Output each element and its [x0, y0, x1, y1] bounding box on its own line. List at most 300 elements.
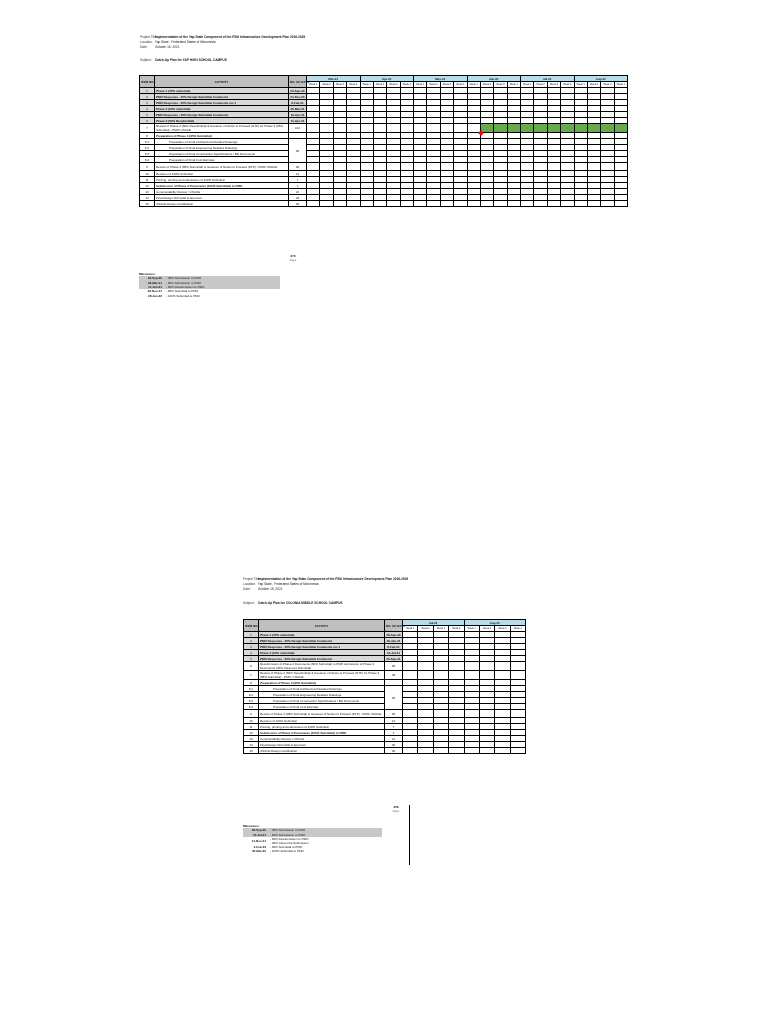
week-cell: [464, 748, 479, 754]
activity-cell: Preparation of Final Architectural Detailed Drawings: [155, 139, 289, 145]
days-cell: 28-Sep-20: [386, 632, 401, 637]
item-no-cell: 2: [244, 638, 259, 644]
days-cell: 30: [385, 662, 403, 671]
days-cell: 30: [289, 163, 307, 171]
week-cell: [418, 671, 433, 680]
milestone-text: - 95% Submittal to PMO: [270, 844, 303, 849]
item-no-cell: 13: [244, 736, 259, 742]
table-row: [140, 163, 628, 171]
week-cell: [467, 201, 480, 207]
week-cell: [507, 163, 520, 171]
table-row: [244, 671, 526, 680]
week-cell: [480, 163, 493, 171]
item-no-cell: 8.4: [244, 704, 259, 710]
days-cell: 30: [385, 710, 403, 718]
week-header: Week 2: [587, 82, 600, 88]
activity-cell: Submission of Phase 3 Documents (100% Submittal) to PMO: [259, 730, 385, 736]
week-header: Week 1: [574, 82, 587, 88]
table-row: [244, 748, 526, 754]
week-cell: [495, 748, 510, 754]
week-cell: [614, 201, 627, 207]
activity-cell: Phase 1 (35% submittal): [259, 632, 385, 638]
activity-cell: Phase 1 (35% submittal): [155, 88, 289, 94]
week-cell: [400, 201, 413, 207]
activity-cell: Preparation of Final Construction Specifications / Bid Documents: [155, 151, 289, 157]
week-header: Week 2: [479, 626, 494, 632]
item-no-cell: 1: [244, 632, 259, 638]
item-no-cell: 8: [244, 680, 259, 686]
week-cell: [433, 710, 448, 718]
item-no-cell: 8.3: [244, 698, 259, 704]
col-activity-header: ACTIVITY: [155, 76, 289, 88]
week-cell: [403, 710, 418, 718]
week-cell: [561, 124, 574, 133]
week-cell: [360, 163, 373, 171]
item-no-cell: 11: [244, 724, 259, 730]
days-cell: 30: [289, 201, 307, 207]
activity-cell: Preparation of Phase 3 (95% Submittal): [155, 133, 289, 139]
activity-cell: Constructability Review / USACE: [259, 736, 385, 742]
item-no-cell: 15: [244, 748, 259, 754]
week-cell: [494, 201, 507, 207]
activity-cell: Review of Phase 2 (60% Resubmittal) & Issuance of Notice to Proceed (NTP) for Phase 3 (95% Submittal) - PMO / USACE: [259, 671, 385, 680]
milestones-title: Milestones:: [243, 824, 260, 828]
days-cell: 30: [289, 139, 307, 163]
days-cell: 1: [385, 730, 403, 736]
month-header: Jul-21: [403, 620, 465, 626]
week-cell: [464, 710, 479, 718]
activity-cell: PMO Response - 35% Design Submittal Comments rev 1: [259, 644, 385, 650]
week-cell: [510, 710, 525, 718]
activity-cell: PMO Response - 60% Design Submittal Comments: [155, 112, 289, 118]
month-header: May-21: [414, 76, 468, 82]
week-header: Week 3: [333, 82, 346, 88]
week-cell: [387, 163, 400, 171]
week-cell: [495, 671, 510, 680]
week-cell: [387, 124, 400, 133]
week-cell: [454, 163, 467, 171]
week-cell: [360, 124, 373, 133]
week-cell: [510, 671, 525, 680]
week-cell: [449, 710, 464, 718]
milestone-text: - 60% Resubmission to PMO: [166, 284, 205, 289]
week-cell: [320, 163, 333, 171]
activity-cell: Resubmission of Phase 2 Documents (60% Submittal) to PMO submission of Phase 3 Documents (30% Clean-out Submittal): [259, 662, 385, 671]
week-header: Week 3: [601, 82, 614, 88]
item-no-cell: 6: [244, 662, 259, 671]
week-cell: [427, 124, 440, 133]
milestone-text: - 60% Submission to PMO: [270, 832, 306, 837]
activity-cell: Preparation of Final Construction Specifications / Bid Documents: [259, 698, 385, 704]
week-cell: [307, 124, 320, 133]
activity-cell: Phase 2 (60% submittal): [155, 106, 289, 112]
activity-cell: Final Design Submittal & Approval: [155, 195, 289, 201]
table-row: [244, 710, 526, 718]
days-cell: 21: [289, 189, 307, 195]
activity-cell: Phase 2 (60% Resubmittal): [155, 118, 289, 124]
week-cell: [547, 201, 560, 207]
week-cell: [601, 163, 614, 171]
milestone-text: - 100% Submittal to PMO: [166, 293, 200, 298]
week-header: Week 4: [614, 82, 627, 88]
week-cell: [494, 163, 507, 171]
milestone-date: 11-Jun-21: [148, 284, 162, 289]
milestone-text: - 35% Submission to PMO: [270, 828, 306, 833]
milestone-date: 30-Mar-22: [251, 849, 266, 854]
project-title-line: Project Title: Implementation of the Yap State Component of the FSM Infrastructure Development Plan 2016-2025: [140, 35, 306, 39]
activity-cell: Review of Phase 3 (95% Submittal) & Issuance of Notice to Proceed (NTP) - PMO/ USACE: [155, 163, 289, 171]
week-cell: [449, 748, 464, 754]
milestone-date: 14-Nov-21: [251, 838, 266, 843]
week-cell: [403, 748, 418, 754]
days-cell: 30: [385, 742, 403, 748]
week-cell: [534, 163, 547, 171]
col-item-no-header: ITEM NO.: [140, 76, 155, 88]
item-no-cell: 4: [140, 106, 155, 112]
week-cell: [347, 201, 360, 207]
week-cell: [427, 201, 440, 207]
days-cell: 8-Feb-21: [289, 100, 307, 106]
activity-cell: Preparation of Final Engineering Detailed Drawings: [259, 692, 385, 698]
milestone-text: - 95% Submittal to PMO: [166, 289, 199, 294]
milestone-text: - 100% Submittal to PMO: [270, 849, 304, 854]
table-row: [140, 201, 628, 207]
days-cell: 11-Jun-21: [289, 118, 307, 124]
week-cell: [418, 748, 433, 754]
milestone-date: 26-Mar-21: [147, 280, 162, 285]
week-cell: [449, 662, 464, 671]
week-cell: [307, 201, 320, 207]
milestone-item: [243, 849, 382, 853]
activity-cell: USACE Design Certification: [259, 748, 385, 754]
week-cell: [320, 124, 333, 133]
days-cell: 12-Apr-21: [289, 112, 307, 118]
activity-cell: PMO Response - 35% Design Submittal Comments rev 1: [155, 100, 289, 106]
activity-cell: Preparation of Final Cost Estimate: [155, 157, 289, 163]
days-cell: 21: [385, 736, 403, 742]
item-no-cell: 8.4: [140, 157, 155, 163]
item-no-cell: 8.2: [140, 145, 155, 151]
days-cell: 30: [385, 748, 403, 754]
week-cell: [449, 671, 464, 680]
milestone-text: - 35% Submission to PMO: [166, 276, 202, 281]
week-cell: [307, 163, 320, 171]
item-no-cell: 2: [140, 94, 155, 100]
item-no-cell: 3: [244, 644, 259, 650]
week-cell: [360, 201, 373, 207]
week-cell: [440, 163, 453, 171]
week-cell: [507, 201, 520, 207]
item-no-cell: 8: [140, 133, 155, 139]
date-line: Date: October 15, 2021: [140, 45, 180, 49]
item-no-cell: 7: [140, 124, 155, 133]
activity-cell: Constructability Review / USACE: [155, 189, 289, 195]
item-no-cell: 7: [244, 671, 259, 680]
days-cell: 30: [385, 686, 403, 710]
week-cell: [414, 163, 427, 171]
item-no-cell: 15: [140, 201, 155, 207]
activity-cell: Revision of 100% Submittal: [155, 171, 289, 177]
month-header: Jun-21: [467, 76, 521, 82]
item-no-cell: 4: [244, 650, 259, 656]
milestone-date: 28-Sep-20: [251, 828, 266, 833]
schedule-table: [139, 75, 628, 207]
milestone-date: 29-Nov-21: [147, 289, 162, 294]
milestone-date: 4-Feb-22: [253, 844, 266, 849]
week-header: Week 1: [403, 626, 418, 632]
activity-cell: Printing, printing and submission of 100% Submittal: [155, 177, 289, 183]
week-header: Week 4: [400, 82, 413, 88]
week-cell: [427, 163, 440, 171]
week-cell: [414, 201, 427, 207]
week-cell: [347, 163, 360, 171]
col-activity-header: ACTIVITY: [259, 620, 385, 632]
milestone-text: - 60% Submission to PMO: [166, 280, 202, 285]
item-no-cell: 11: [140, 177, 155, 183]
week-cell: [614, 124, 627, 133]
week-cell: [547, 124, 560, 133]
days-cell: 23-Sep-20: [290, 88, 305, 93]
week-cell: [547, 163, 560, 171]
week-cell: [534, 201, 547, 207]
week-cell: [507, 124, 520, 133]
week-cell: [510, 748, 525, 754]
month-header: Apr-21: [360, 76, 414, 82]
week-header: Week 3: [440, 82, 453, 88]
week-cell: [440, 124, 453, 133]
days-cell: 14: [289, 171, 307, 177]
milestone-date: 15-Jul-21: [252, 832, 266, 837]
activity-cell: PMO Response - 60% Design Submittal Comments: [259, 656, 385, 662]
milestone-date: 28-Jan-22: [148, 293, 162, 298]
milestone-item: [243, 837, 382, 845]
week-cell: [614, 163, 627, 171]
activity-cell: Printing, printing and submission of 100% Submittal: [259, 724, 385, 730]
days-cell: 29-Jan-21: [385, 638, 403, 644]
total-days: 270 Days: [289, 254, 297, 262]
week-header: Week 2: [534, 82, 547, 88]
week-cell: [521, 124, 534, 133]
location-line: Location: Yap State , Federated States of Micronesia: [140, 40, 216, 44]
week-cell: [587, 163, 600, 171]
week-cell: [387, 201, 400, 207]
week-header: Week 4: [347, 82, 360, 88]
week-cell: [521, 201, 534, 207]
activity-cell: Submission of Phase 3 Documents (100% Submittal) to PMO: [155, 183, 289, 189]
week-cell: [495, 710, 510, 718]
subject-line: Subject: Catch-Up Plan for COLONIA MIDDLE SCHOOL CAMPUS: [243, 601, 343, 605]
week-cell: [418, 662, 433, 671]
milestones-title: Milestones:: [139, 272, 156, 276]
week-header: Week 2: [427, 82, 440, 88]
week-cell: [574, 124, 587, 133]
week-cell: [561, 163, 574, 171]
item-no-cell: 5: [244, 656, 259, 662]
week-header: Week 2: [320, 82, 333, 88]
subject-line: Subject: Catch-Up Plan for YAP HIGH SCHOOL CAMPUS: [140, 58, 227, 62]
week-cell: [587, 201, 600, 207]
week-cell: [561, 201, 574, 207]
item-no-cell: 14: [140, 195, 155, 201]
col-days-header: NO. OF DAYS: [385, 620, 403, 632]
milestone-text: - 60% Resubmission to PMO - 30% Clean-Out Submission: [270, 836, 309, 845]
week-header: Week 3: [547, 82, 560, 88]
week-cell: [400, 124, 413, 133]
item-no-cell: 14: [244, 742, 259, 748]
week-cell: [433, 662, 448, 671]
week-cell: [320, 201, 333, 207]
week-header: Week 4: [561, 82, 574, 88]
days-cell: 8-Feb-21: [385, 644, 403, 650]
week-cell: [467, 163, 480, 171]
col-item-no-header: ITEM NO.: [244, 620, 259, 632]
week-cell: [574, 163, 587, 171]
days-cell: 14: [385, 718, 403, 724]
week-header: Week 3: [433, 626, 448, 632]
week-cell: [333, 124, 346, 133]
days-cell: 1: [289, 183, 307, 189]
days-cell: 21-Dec-20: [290, 94, 305, 99]
total-days: 258 Days: [392, 805, 400, 813]
milestone-date: 23-Sep-20: [147, 276, 162, 281]
column-divider: [409, 805, 410, 865]
week-cell: [454, 201, 467, 207]
week-cell: [433, 671, 448, 680]
week-header: Week 1: [414, 82, 427, 88]
table-row: [140, 124, 628, 133]
week-cell: [480, 201, 493, 207]
activity-cell: Preparation of Final Architectural Detailed Drawings: [259, 686, 385, 692]
month-header: Mar-21: [307, 76, 361, 82]
month-header: Aug-21: [464, 620, 526, 626]
week-header: Week 4: [510, 626, 525, 632]
month-header: Jul-21: [521, 76, 575, 82]
days-cell: 7: [289, 177, 307, 183]
week-cell: [333, 163, 346, 171]
week-cell: [400, 163, 413, 171]
week-cell: [479, 710, 494, 718]
week-cell: [333, 201, 346, 207]
days-cell: 45: [385, 671, 403, 680]
week-header: Week 2: [418, 626, 433, 632]
activity-cell: Preparation of Phase 3 (95% Submittal): [259, 680, 385, 686]
activity-cell: Preparation of Final Cost Estimate: [259, 704, 385, 710]
week-cell: [601, 201, 614, 207]
activity-cell: PMO Response - 35% Design Submittal Comments: [259, 638, 385, 644]
week-cell: [347, 124, 360, 133]
week-cell: [534, 124, 547, 133]
col-days-header: NO. OF DAYS: [289, 76, 307, 88]
days-cell: 30: [289, 195, 307, 201]
item-no-cell: 10: [140, 171, 155, 177]
week-header: Week 3: [387, 82, 400, 88]
item-no-cell: 13: [140, 189, 155, 195]
item-no-cell: 3: [140, 100, 155, 106]
week-cell: [403, 671, 418, 680]
item-no-cell: 9: [244, 710, 259, 718]
project-title-line: Project Title: Implementation of the Yap State Component of the FSM Infrastructure Development Plan 2016-2025: [243, 577, 409, 581]
activity-cell: PMO Response - 35% Design Submittal Comments: [155, 94, 289, 100]
location-line: Location: Yap State , Federated States of Micronesia: [243, 582, 319, 586]
activity-cell: Preparation of Final Engineering Detailed Drawings: [155, 145, 289, 151]
week-header: Week 1: [464, 626, 479, 632]
week-cell: [495, 662, 510, 671]
item-no-cell: 1: [140, 88, 155, 94]
week-header: Week 4: [449, 626, 464, 632]
schedule-table: [243, 619, 526, 754]
week-header: Week 1: [521, 82, 534, 88]
week-cell: [494, 124, 507, 133]
activity-cell: Final Design Submittal & Approval: [259, 742, 385, 748]
item-no-cell: 9: [140, 163, 155, 171]
days-cell: 7: [385, 724, 403, 730]
item-no-cell: 12: [140, 183, 155, 189]
activity-cell: Review of Phase 3 (95% Submittal) & Issuance of Notice to Proceed (NTP) - PMO/ USACE: [259, 710, 385, 718]
week-header: Week 3: [495, 626, 510, 632]
week-header: Week 2: [373, 82, 386, 88]
week-cell: [418, 710, 433, 718]
week-cell: [479, 748, 494, 754]
activity-cell: Revision of 100% Submittal: [259, 718, 385, 724]
week-cell: [403, 662, 418, 671]
activity-cell: Review of Phase 2 (60% Resubmittal) & Issuance of Notice to Proceed (NTP) for Phase 3 (95% Submittal) - PMO/ USACE: [155, 124, 289, 133]
week-cell: [601, 124, 614, 133]
week-cell: [510, 662, 525, 671]
week-cell: [373, 163, 386, 171]
week-header: Week 2: [480, 82, 493, 88]
days-cell: 101: [289, 124, 307, 133]
week-header: Week 4: [454, 82, 467, 88]
week-cell: [479, 662, 494, 671]
item-no-cell: 8.3: [140, 151, 155, 157]
week-cell: [373, 201, 386, 207]
week-cell: [479, 671, 494, 680]
item-no-cell: 12: [244, 730, 259, 736]
days-cell: 30-Sep-21: [386, 656, 401, 661]
days-cell: 26-Mar-21: [290, 106, 305, 111]
activity-cell: Phase 2 (60% submittal): [259, 650, 385, 656]
week-header: Week 1: [307, 82, 320, 88]
milestone-item: [139, 294, 280, 298]
week-cell: [454, 124, 467, 133]
days-cell: 15-Jul-21: [385, 650, 403, 656]
activity-cell: USACE Design Certification: [155, 201, 289, 207]
milestones-list: [139, 272, 280, 298]
item-no-cell: 10: [244, 718, 259, 724]
week-cell: [414, 124, 427, 133]
week-cell: [433, 748, 448, 754]
week-cell: [521, 163, 534, 171]
milestones-list: [243, 824, 382, 854]
week-cell: [574, 201, 587, 207]
item-no-cell: 8.2: [244, 692, 259, 698]
week-header: Week 1: [360, 82, 373, 88]
week-header: Week 3: [494, 82, 507, 88]
week-cell: [464, 671, 479, 680]
month-header: Aug-21: [574, 76, 628, 82]
week-cell: [587, 124, 600, 133]
item-no-cell: 6: [140, 118, 155, 124]
week-header: Week 1: [467, 82, 480, 88]
week-cell: [440, 201, 453, 207]
week-cell: [373, 124, 386, 133]
item-no-cell: 8.1: [244, 686, 259, 692]
week-header: Week 4: [507, 82, 520, 88]
table-row: [244, 662, 526, 671]
item-no-cell: 8.1: [140, 139, 155, 145]
week-cell: [464, 662, 479, 671]
item-no-cell: 5: [140, 112, 155, 118]
